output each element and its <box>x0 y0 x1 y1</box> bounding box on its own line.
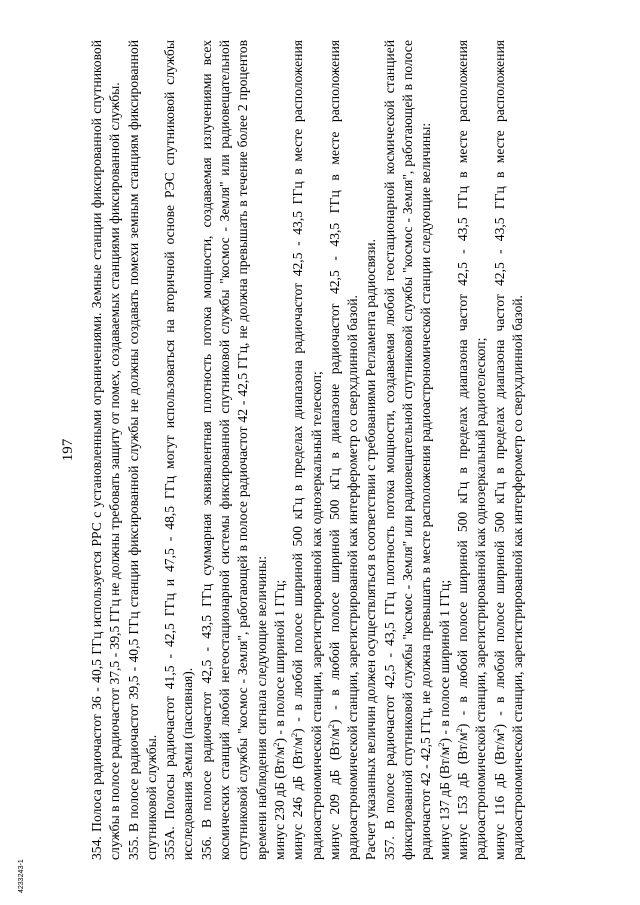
limit-item: минус 116 дБ $(Вт/м^2)$ - в любой полосе шириной 500 кГц в пределах диапазона частот 42,5 - 43,5 ГГц в месте расположения радиоастрономической станции, зарегистрированной как интерферометр со сверхдлинной базой. <box>490 40 525 860</box>
document-code: 423324З-1 <box>18 859 25 893</box>
rotated-page-body <box>52 40 552 860</box>
paragraph-354: 354. Полоса радиочастот 36 - 40,5 ГГц используется РРС с установленными ограничениями. Земные станции фиксированной спутниковой службы в полосе радиочастот 37,5 - 39,5 ГГц не должны требовать защиту от помех, создаваемых станциями фиксированной службы. <box>89 40 123 860</box>
page-number: 197 <box>60 438 76 462</box>
limit-item: минус 137 дБ $(Вт/м^2)$ - в полосе шириной 1 ГГц; <box>435 579 452 860</box>
document-text <box>88 40 527 860</box>
paragraph-355: 355. В полосе радиочастот 39,5 - 40,5 ГГц станции фиксированной службы не должны создавать помехи земным станциям фиксированной спутниковой службы. <box>125 40 159 860</box>
limit-item: минус 246 дБ $(Вт/м^2)$ - в любой полосе шириной 500 кГц в пределах диапазона радиочастот 42,5 - 43,5 ГГц в месте расположения радиоастрономической станции, зарегистрированной как однозеркальный телескоп; <box>289 40 324 860</box>
limit-item: минус 230 дБ $(Вт/м^2)$ - в полосе шириной 1 ГГц; <box>270 579 287 860</box>
paragraph-356: 356. В полосе радиочастот 42,5 - 43,5 ГГц суммарная эквивалентная плотность потока мощности, создаваемая излучениями всех космических станций любой негеостационарной системы фиксированной спутниковой службы "космос - Земля" или радиовещательной спутниковой службы "космос - Земля", работающей в полосе радиочастот 42 - 42,5 ГГц, не должна превышать в течение более 2 процентов времени наблюдения сигнала следующие величины: <box>198 40 269 860</box>
paragraph-355a: 355А. Полосы радиочастот 41,5 - 42,5 ГГц и 47,5 - 48,5 ГГц могут использоваться на вторичной основе РЭС спутниковой службы исследования Земли (пассивная). <box>162 40 196 860</box>
limit-item: минус 153 дБ $(Вт/м^2)$ - в любой полосе шириной 500 кГц в пределах диапазона частот 42,5 - 43,5 ГГц в месте расположения радиоастрономической станции, зарегистрированной как однозеркальный радиотелескоп; <box>453 40 489 860</box>
paragraph-357: 357. В полосе радиочастот 42,5 - 43,5 ГГц плотность потока мощности, создаваемая любой геостационарной космической станцией фиксированной спутниковой службы "космос - Земля" или радиовещательной спутниковой службы "космос - Земля", работающей в полосе радиочастот 42 - 42,5 ГГц, не должна превышать в месте расположения радиоастрономической станции следующие величины: <box>381 40 434 860</box>
calculation-note: Расчет указанных величин должен осуществляться в соответствии с требованиями Регламента радиосвязи. <box>363 239 379 860</box>
limit-item: минус 209 дБ $(Вт/м^2)$ - в любой полосе шириной 500 кГц в диапазоне радиочастот 42,5 - 43,5 ГГц в месте расположения радиоастрономической станции, зарегистрированной как интерферометр со сверхдлинной базой. <box>325 40 361 860</box>
